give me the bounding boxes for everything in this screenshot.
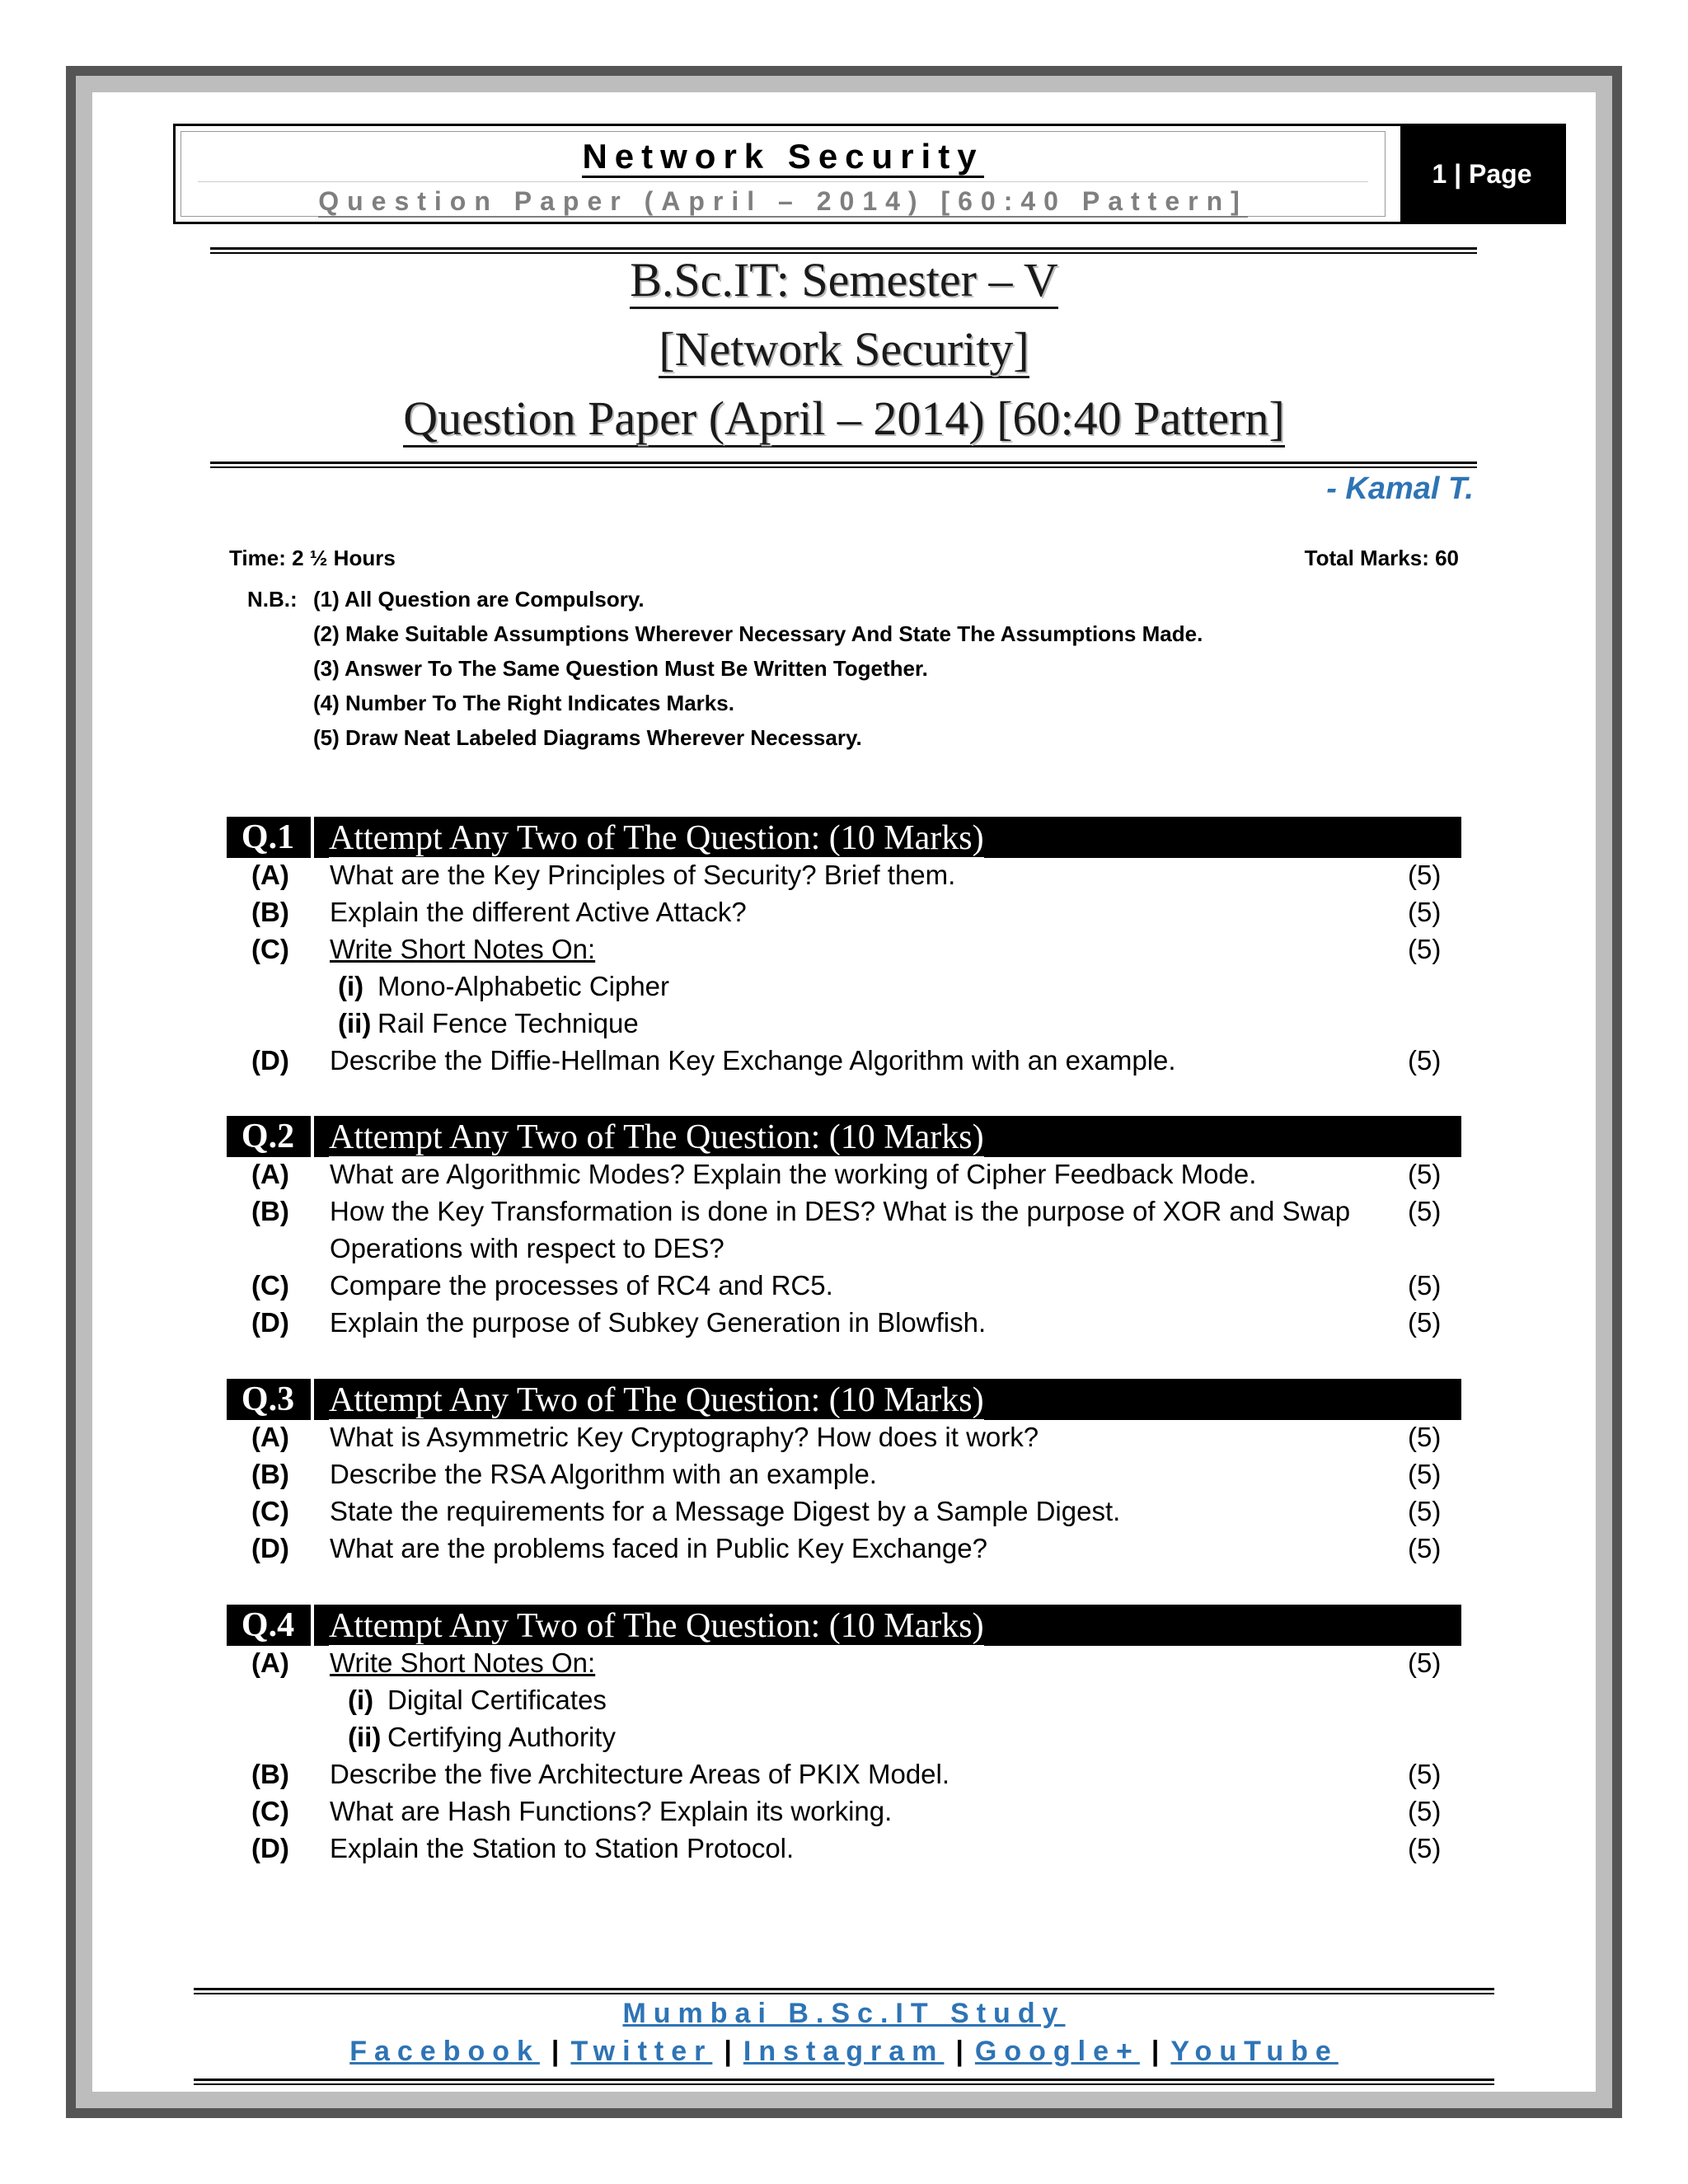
- item-label: (D): [251, 1533, 289, 1563]
- youtube-link[interactable]: YouTube: [1170, 2036, 1339, 2067]
- item-label: (C): [251, 934, 289, 964]
- item-label: (C): [251, 1496, 289, 1526]
- sub-item-label: (i): [338, 971, 364, 1001]
- question-item: [0, 1833, 1688, 1869]
- page-number-box: 1 | Page: [1400, 126, 1564, 222]
- google-plus-link[interactable]: Google+: [974, 2036, 1140, 2067]
- title-line-2: [Network Security]: [0, 321, 1688, 377]
- author: - Kamal T.: [1326, 471, 1474, 506]
- sub-item-text: Digital Certificates: [387, 1685, 607, 1715]
- facebook-link[interactable]: Facebook: [349, 2036, 540, 2067]
- sub-item-label: (i): [348, 1685, 374, 1715]
- item-marks: (5): [1408, 1496, 1442, 1526]
- total-marks: Total Marks: 60: [1304, 546, 1459, 570]
- item-label: (A): [251, 1647, 289, 1678]
- item-text-continued: Operations with respect to DES?: [330, 1233, 724, 1263]
- question-title: Attempt Any Two of The Question: (10 Marks): [329, 1118, 984, 1156]
- item-text: Explain the different Active Attack?: [330, 897, 747, 927]
- question-item: [0, 1533, 1688, 1569]
- header-title: Network Security: [181, 137, 1385, 176]
- item-marks: (5): [1408, 1196, 1442, 1226]
- item-marks: (5): [1408, 934, 1442, 964]
- question-item: [0, 897, 1688, 933]
- question-header-divider: [311, 1379, 314, 1420]
- page-header: [173, 124, 1566, 224]
- item-label: (B): [251, 1459, 289, 1489]
- footer-separator: |: [955, 2036, 964, 2067]
- question-item: [0, 1196, 1688, 1232]
- question-item: [0, 1307, 1688, 1343]
- nb-item: (4) Number To The Right Indicates Marks.: [313, 691, 734, 715]
- sub-item-text: Rail Fence Technique: [377, 1008, 639, 1038]
- footer-separator: |: [551, 2036, 560, 2067]
- item-marks: (5): [1408, 1796, 1442, 1826]
- item-text: What are Hash Functions? Explain its working.: [330, 1796, 893, 1826]
- question-header: [227, 1379, 1461, 1420]
- question-header: [227, 817, 1461, 858]
- item-marks: (5): [1408, 1270, 1442, 1301]
- item-marks: (5): [1408, 1833, 1442, 1863]
- footer-top-rule: [194, 1988, 1494, 1994]
- item-marks: (5): [1408, 1045, 1442, 1076]
- question-header-divider: [311, 1116, 314, 1157]
- question-item: [0, 1459, 1688, 1495]
- question-number: Q.3: [241, 1380, 295, 1418]
- sub-item-label: (ii): [338, 1008, 372, 1038]
- twitter-link[interactable]: Twitter: [570, 2036, 713, 2067]
- title-line-1: B.Sc.IT: Semester – V: [0, 252, 1688, 307]
- question-item: [0, 1796, 1688, 1832]
- item-text: Compare the processes of RC4 and RC5.: [330, 1270, 833, 1301]
- item-marks: (5): [1408, 1307, 1442, 1338]
- item-text: Write Short Notes On:: [330, 934, 596, 964]
- question-header: [227, 1116, 1461, 1157]
- question-header-divider: [311, 1605, 314, 1646]
- instagram-link[interactable]: Instagram: [743, 2036, 945, 2067]
- sub-item-text: Mono-Alphabetic Cipher: [377, 971, 670, 1001]
- header-title-box: [181, 131, 1386, 217]
- item-label: (B): [251, 1196, 289, 1226]
- item-label: (D): [251, 1045, 289, 1076]
- item-label: (A): [251, 1422, 289, 1452]
- item-text: Describe the Diffie-Hellman Key Exchange Algorithm with an example.: [330, 1045, 1176, 1076]
- question-item: [0, 1647, 1688, 1684]
- item-label: (D): [251, 1307, 289, 1338]
- question-item: [0, 1422, 1688, 1458]
- footer-separator: |: [1151, 2036, 1160, 2067]
- item-text: Describe the five Architecture Areas of PKIX Model.: [330, 1759, 950, 1789]
- sub-item: [338, 971, 669, 1002]
- item-label: (A): [251, 1159, 289, 1189]
- question-title: Attempt Any Two of The Question: (10 Marks): [329, 1381, 984, 1419]
- item-text: Explain the Station to Station Protocol.: [330, 1833, 795, 1863]
- question-title: Attempt Any Two of The Question: (10 Marks): [329, 819, 984, 857]
- item-text: How the Key Transformation is done in DES? What is the purpose of XOR and Swap: [330, 1196, 1351, 1226]
- item-label: (A): [251, 860, 289, 890]
- sub-item: [338, 1008, 639, 1039]
- title-bottom-rule: [210, 462, 1477, 468]
- nb-item: (3) Answer To The Same Question Must Be Written Together.: [313, 656, 928, 681]
- item-text: State the requirements for a Message Digest by a Sample Digest.: [330, 1496, 1121, 1526]
- nb-label: N.B.:: [247, 587, 298, 612]
- question-title: Attempt Any Two of The Question: (10 Marks): [329, 1607, 984, 1645]
- item-label: (D): [251, 1833, 289, 1863]
- question-item: [0, 934, 1688, 970]
- item-marks: (5): [1408, 1459, 1442, 1489]
- item-marks: (5): [1408, 860, 1442, 890]
- sub-item-text: Certifying Authority: [387, 1722, 616, 1752]
- header-divider: [198, 181, 1368, 182]
- sub-item: [348, 1722, 616, 1753]
- question-number: Q.2: [241, 1118, 295, 1155]
- sub-item: [348, 1685, 607, 1716]
- item-label: (C): [251, 1270, 289, 1301]
- question-item: [0, 1759, 1688, 1795]
- item-marks: (5): [1408, 1759, 1442, 1789]
- nb-item: (5) Draw Neat Labeled Diagrams Wherever Necessary.: [313, 725, 862, 750]
- item-text: Explain the purpose of Subkey Generation in Blowfish.: [330, 1307, 987, 1338]
- title-line-3: Question Paper (April – 2014) [60:40 Pattern]: [0, 391, 1688, 446]
- header-subtitle: Question Paper (April – 2014) [60:40 Pattern]: [318, 186, 1248, 216]
- question-header: [227, 1605, 1461, 1646]
- question-item: [0, 1045, 1688, 1081]
- item-text: What are the Key Principles of Security? Brief them.: [330, 860, 956, 890]
- question-number: Q.4: [241, 1606, 295, 1644]
- question-header-divider: [311, 817, 314, 858]
- item-text: Describe the RSA Algorithm with an example.: [330, 1459, 877, 1489]
- item-text: What are the problems faced in Public Key Exchange?: [330, 1533, 987, 1563]
- item-marks: (5): [1408, 1533, 1442, 1563]
- item-text: What are Algorithmic Modes? Explain the working of Cipher Feedback Mode.: [330, 1159, 1257, 1189]
- item-label: (B): [251, 1759, 289, 1789]
- item-marks: (5): [1408, 1422, 1442, 1452]
- nb-item: (2) Make Suitable Assumptions Wherever Necessary And State The Assumptions Made.: [313, 621, 1203, 646]
- nb-item: (1) All Question are Compulsory.: [313, 587, 645, 612]
- question-item: [0, 1496, 1688, 1532]
- footer-links: [0, 2036, 1688, 2068]
- footer-bottom-rule: [194, 2079, 1494, 2085]
- question-item: [0, 1159, 1688, 1195]
- sub-item-label: (ii): [348, 1722, 382, 1752]
- item-marks: (5): [1408, 1647, 1442, 1678]
- item-marks: (5): [1408, 1159, 1442, 1189]
- question-number: Q.1: [241, 818, 295, 856]
- item-marks: (5): [1408, 897, 1442, 927]
- item-text: Write Short Notes On:: [330, 1647, 596, 1678]
- question-item: [0, 860, 1688, 896]
- item-text: What is Asymmetric Key Cryptography? How does it work?: [330, 1422, 1039, 1452]
- item-label: (C): [251, 1796, 289, 1826]
- question-item: [0, 1270, 1688, 1306]
- exam-time: Time: 2 ½ Hours: [229, 546, 396, 570]
- item-label: (B): [251, 897, 289, 927]
- footer-separator: |: [724, 2036, 732, 2067]
- footer-title: Mumbai B.Sc.IT Study: [622, 1998, 1066, 2029]
